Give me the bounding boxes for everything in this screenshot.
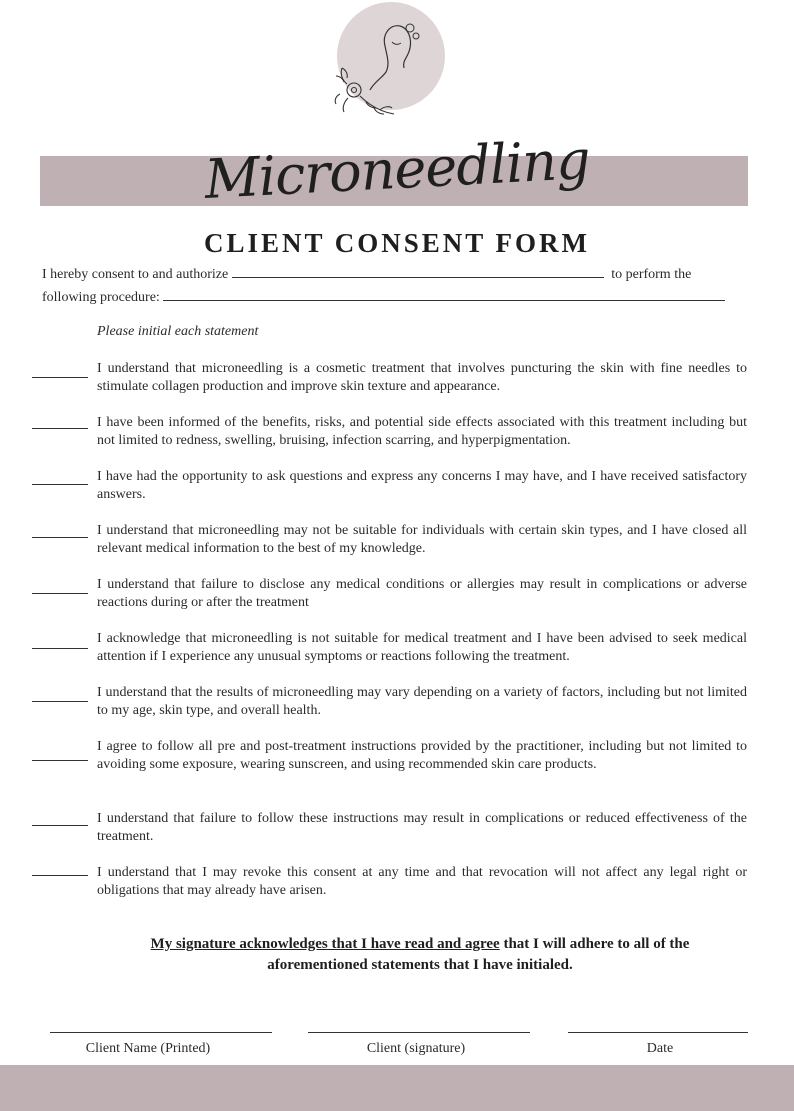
footer-bar [0,1065,794,1111]
statement-10: I understand that I may revoke this consent at any time and that revocation will not affect any legal right or obligations that may already have arisen. [97,865,747,898]
consent-perform: to perform the [611,267,692,282]
initial-field-3[interactable] [32,484,88,485]
acknowledgement-rest: that I will adhere to all of the [499,936,690,952]
statement-8: I agree to follow all pre and post-treatment instructions provided by the practitioner, including but not limited to avoiding some exposure, wearing sunscreen, and using recommended skin care products. [97,739,747,772]
acknowledgement [120,934,720,976]
floral-face-line-art-icon [330,2,450,126]
client-name-line[interactable] [50,1032,272,1033]
statement-4: I understand that microneedling may not be suitable for individuals with certain skin types, and I have closed all relevant medical information to the best of my knowledge. [97,523,747,556]
client-signature-line[interactable] [308,1032,530,1033]
statement-7: I understand that the results of microneedling may vary depending on a variety of factors, including but not limited to my age, skin type, and overall health. [97,685,747,718]
form-title: CLIENT CONSENT FORM [203,228,591,258]
acknowledgement-underlined: My signature acknowledges that I have read and agree [150,936,500,952]
initial-field-8[interactable] [32,760,88,761]
consent-intro: I hereby consent to and authorize [42,267,229,282]
initial-field-10[interactable] [32,875,88,876]
initial-field-2[interactable] [32,428,88,429]
date-label: Date [646,1041,674,1056]
initial-field-4[interactable] [32,537,88,538]
statement-9: I understand that failure to follow these instructions may result in complications or reduced effectiveness of the treatment. [97,811,747,844]
script-title: Microneedling [202,127,592,212]
procedure-label: following procedure: [42,290,160,305]
initial-field-6[interactable] [32,648,88,649]
consent-line-2 [42,289,748,306]
statement-3: I have had the opportunity to ask questions and express any concerns I may have, and I have received satisfactory answers. [97,469,747,502]
statement-6: I acknowledge that microneedling is not suitable for medical treatment and I have been advised to seek medical attention if I experience any unusual symptoms or reactions following the treatment. [97,631,747,664]
date-line[interactable] [568,1032,748,1033]
initial-field-9[interactable] [32,825,88,826]
statement-2: I have been informed of the benefits, risks, and potential side effects associated with this treatment including but not limited to redness, swelling, bruising, infection scarring, and hyperpigmentation. [97,415,747,448]
statement-5: I understand that failure to disclose any medical conditions or allergies may result in complications or adverse reactions during or after the treatment [97,577,747,610]
client-signature-label: Client (signature) [366,1041,466,1056]
initial-field-7[interactable] [32,701,88,702]
consent-line-1 [42,266,748,283]
procedure-field[interactable] [163,289,725,301]
initial-field-5[interactable] [32,593,88,594]
practitioner-name-field[interactable] [232,266,604,278]
initial-field-1[interactable] [32,377,88,378]
statement-1: I understand that microneedling is a cosmetic treatment that involves puncturing the skin with fine needles to stimulate collagen production and improve skin texture and appearance. [97,361,747,394]
client-name-label: Client Name (Printed) [85,1041,211,1056]
instructions: Please initial each statement [97,324,259,339]
acknowledgement-line2: aforementioned statements that I have initialed. [267,957,573,973]
